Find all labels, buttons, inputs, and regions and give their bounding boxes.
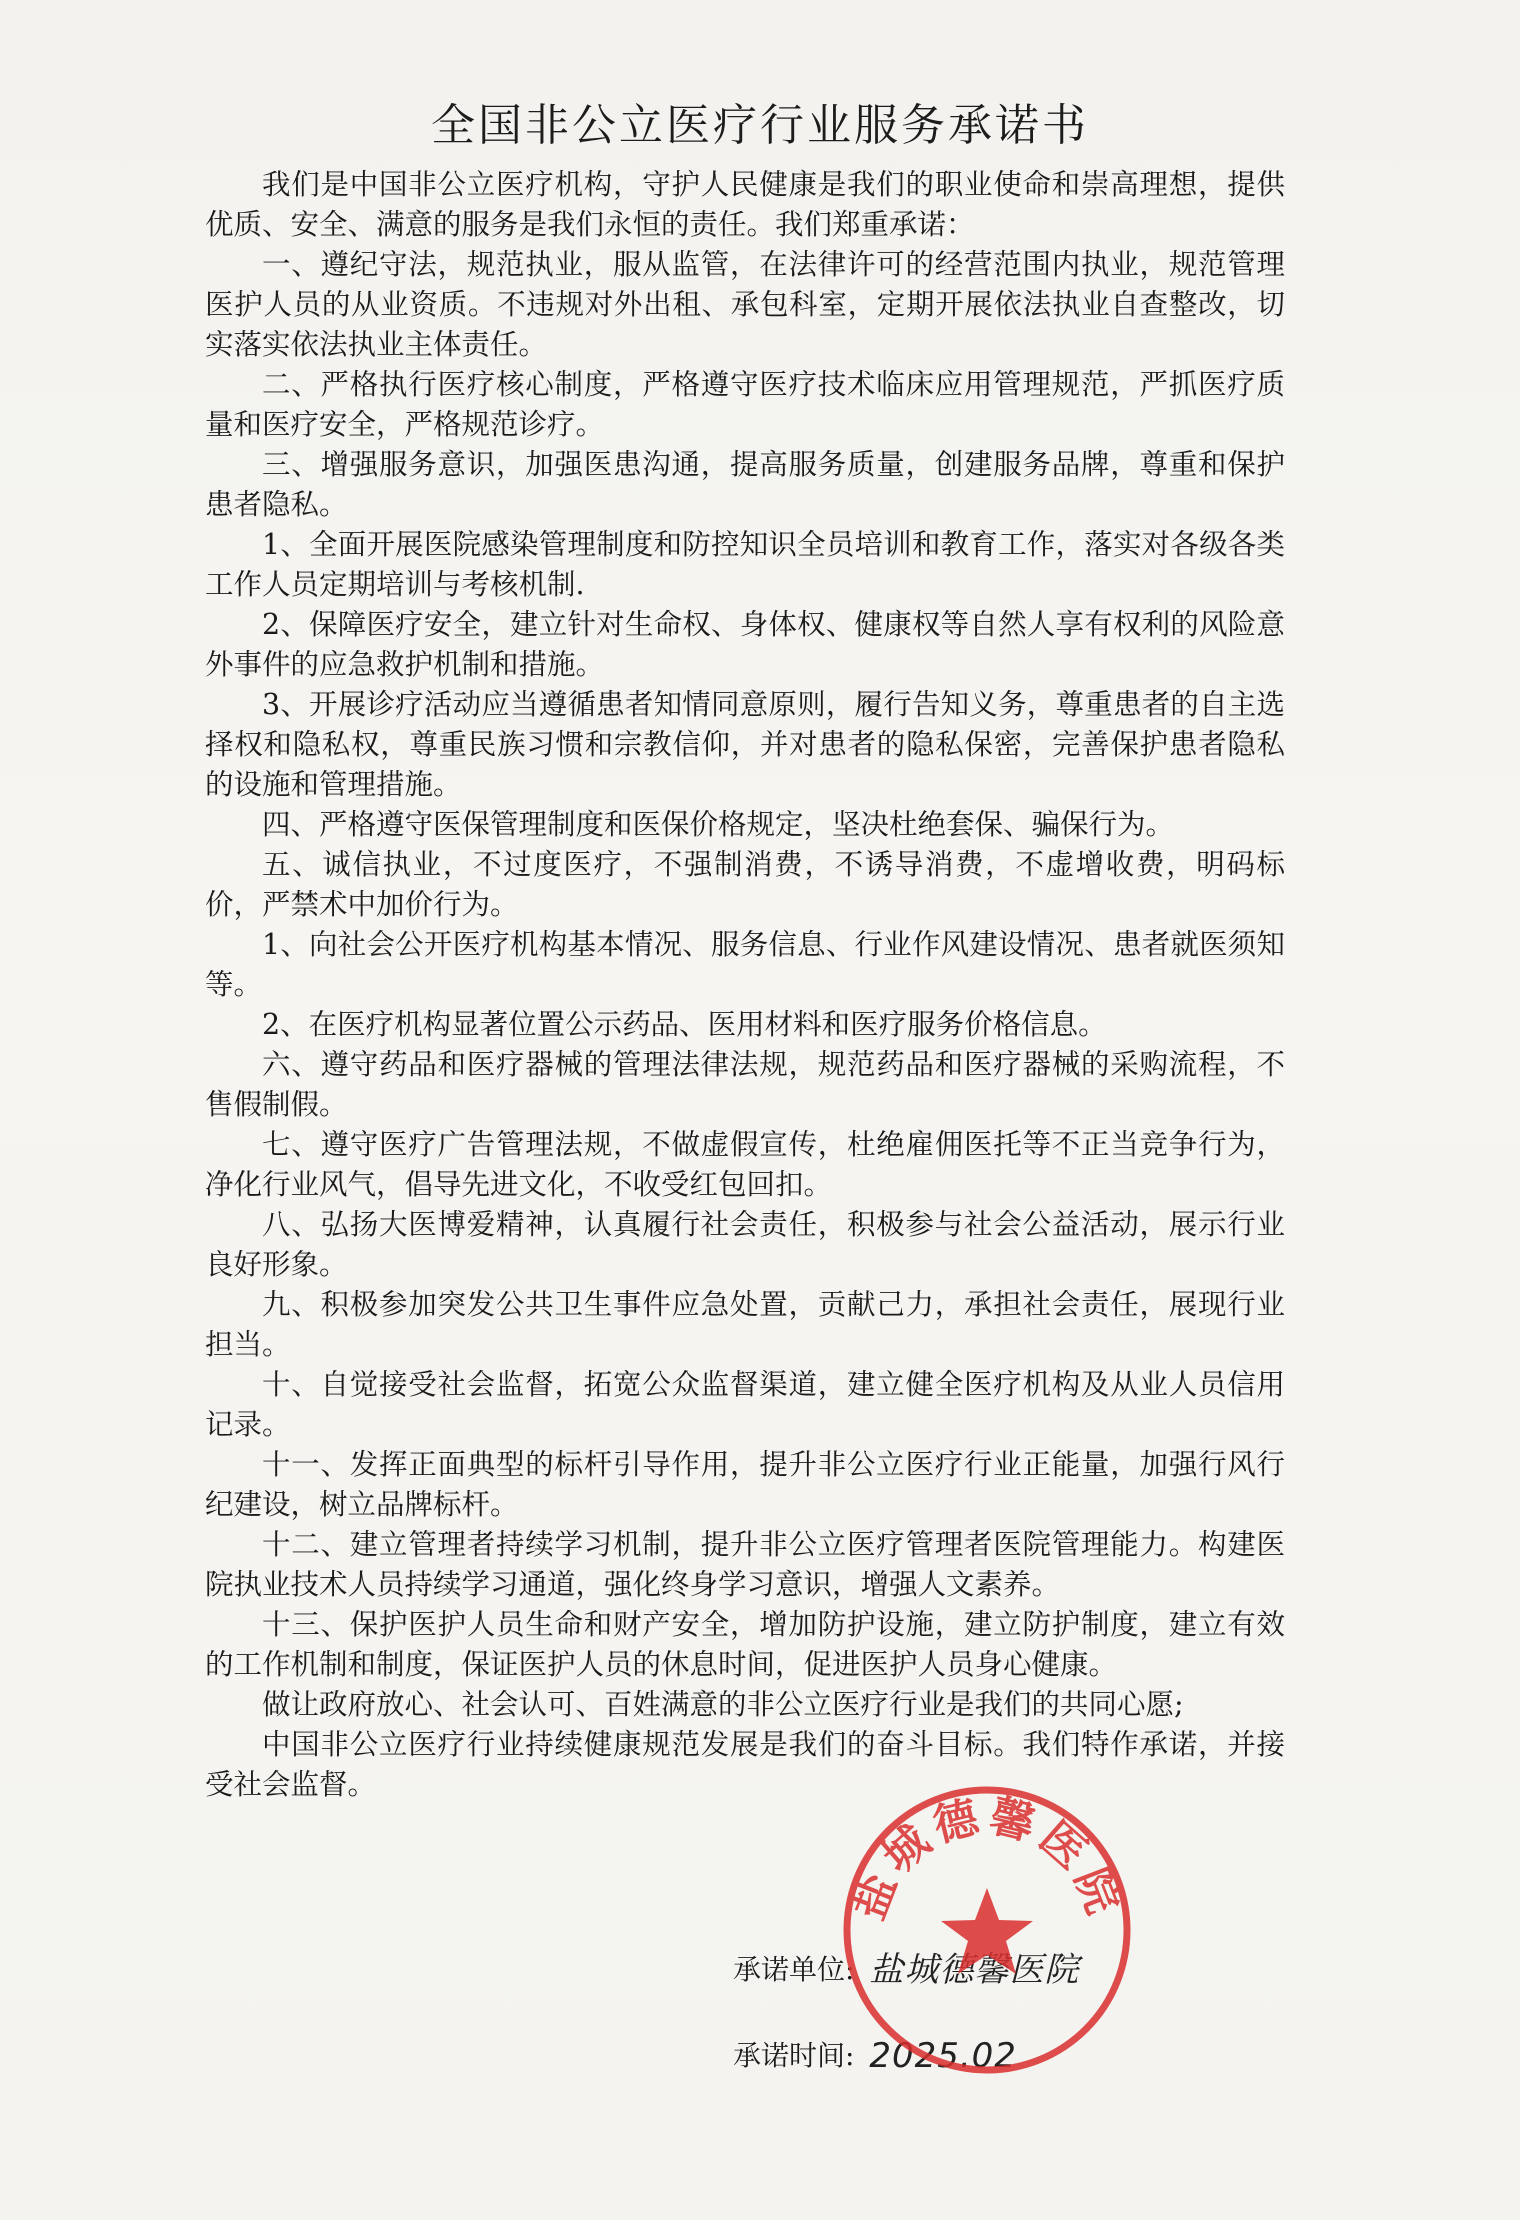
document-body bbox=[205, 165, 1285, 1805]
pledge-unit-handwriting: 盐城德馨医院 bbox=[869, 1949, 1080, 1990]
pledge-12: 十二、建立管理者持续学习机制，提升非公立医疗管理者医院管理能力。构建医院执业技术人员持续学习通道，强化终身学习意识，增强人文素养。 bbox=[205, 1528, 1285, 1601]
seal-text-path: 盐城德馨医院 bbox=[843, 1790, 1131, 1927]
pledge-2: 二、严格执行医疗核心制度，严格遵守医疗技术临床应用管理规范，严抓医疗质量和医疗安全，严格规范诊疗。 bbox=[205, 368, 1285, 441]
pledge-3-item-3: 3、开展诊疗活动应当遵循患者知情同意原则，履行告知义务，尊重患者的自主选择权和隐私权，尊重民族习惯和宗教信仰，并对患者的隐私保密，完善保护患者隐私的设施和管理措施。 bbox=[205, 688, 1285, 801]
pledge-time-label: 承诺时间: bbox=[733, 2038, 855, 2072]
closing-paragraph-2: 中国非公立医疗行业持续健康规范发展是我们的奋斗目标。我们特作承诺，并接受社会监督。 bbox=[205, 1728, 1285, 1801]
closing-paragraph-1: 做让政府放心、社会认可、百姓满意的非公立医疗行业是我们的共同心愿; bbox=[262, 1688, 1184, 1721]
pledge-11: 十一、发挥正面典型的标杆引导作用，提升非公立医疗行业正能量，加强行风行纪建设，树立品牌标杆。 bbox=[205, 1448, 1285, 1521]
pledge-6: 六、遵守药品和医疗器械的管理法律法规，规范药品和医疗器械的采购流程，不售假制假。 bbox=[205, 1048, 1285, 1121]
pledge-3: 三、增强服务意识，加强医患沟通，提高服务质量，创建服务品牌，尊重和保护患者隐私。 bbox=[205, 448, 1285, 521]
pledge-3-item-1: 1、全面开展医院感染管理制度和防控知识全员培训和教育工作，落实对各级各类工作人员定期培训与考核机制. bbox=[205, 528, 1285, 601]
pledge-9: 九、积极参加突发公共卫生事件应急处置，贡献己力，承担社会责任，展现行业担当。 bbox=[205, 1288, 1285, 1361]
document-title: 全国非公立医疗行业服务承诺书 bbox=[431, 100, 1089, 151]
pledge-5-item-1: 1、向社会公开医疗机构基本情况、服务信息、行业作风建设情况、患者就医须知等。 bbox=[205, 928, 1285, 1001]
pledge-3-item-2: 2、保障医疗安全，建立针对生命权、身体权、健康权等自然人享有权利的风险意外事件的应急救护机制和措施。 bbox=[205, 608, 1285, 681]
pledge-7: 七、遵守医疗广告管理法规，不做虚假宣传，杜绝雇佣医托等不正当竞争行为，净化行业风气，倡导先进文化，不收受红包回扣。 bbox=[205, 1128, 1285, 1201]
pledge-1: 一、遵纪守法，规范执业，服从监管，在法律许可的经营范围内执业，规范管理医护人员的从业资质。不违规对外出租、承包科室，定期开展依法执业自查整改，切实落实依法执业主体责任。 bbox=[205, 248, 1285, 361]
pledge-5: 五、诚信执业，不过度医疗，不强制消费，不诱导消费，不虚增收费，明码标价，严禁术中加价行为。 bbox=[205, 848, 1285, 921]
pledge-4: 四、严格遵守医保管理制度和医保价格规定，坚决杜绝套保、骗保行为。 bbox=[262, 808, 1175, 841]
intro-paragraph: 我们是中国非公立医疗机构，守护人民健康是我们的职业使命和崇高理想，提供优质、安全、满意的服务是我们永恒的责任。我们郑重承诺： bbox=[205, 168, 1285, 241]
pledge-13: 十三、保护医护人员生命和财产安全，增加防护设施，建立防护制度，建立有效的工作机制和制度，保证医护人员的休息时间，促进医护人员身心健康。 bbox=[205, 1608, 1285, 1681]
official-seal-stamp bbox=[837, 1780, 1137, 2080]
pledge-5-item-2: 2、在医疗机构显著位置公示药品、医用材料和医疗服务价格信息。 bbox=[262, 1008, 1107, 1041]
pledge-unit-label: 承诺单位: bbox=[733, 1952, 855, 1986]
pledge-8: 八、弘扬大医博爱精神，认真履行社会责任，积极参与社会公益活动，展示行业良好形象。 bbox=[205, 1208, 1285, 1281]
pledge-10: 十、自觉接受社会监督，拓宽公众监督渠道，建立健全医疗机构及从业人员信用记录。 bbox=[205, 1368, 1285, 1441]
pledge-time-handwriting: 2025.02 bbox=[869, 2035, 1017, 2076]
seal-star-icon bbox=[941, 1888, 1033, 1974]
